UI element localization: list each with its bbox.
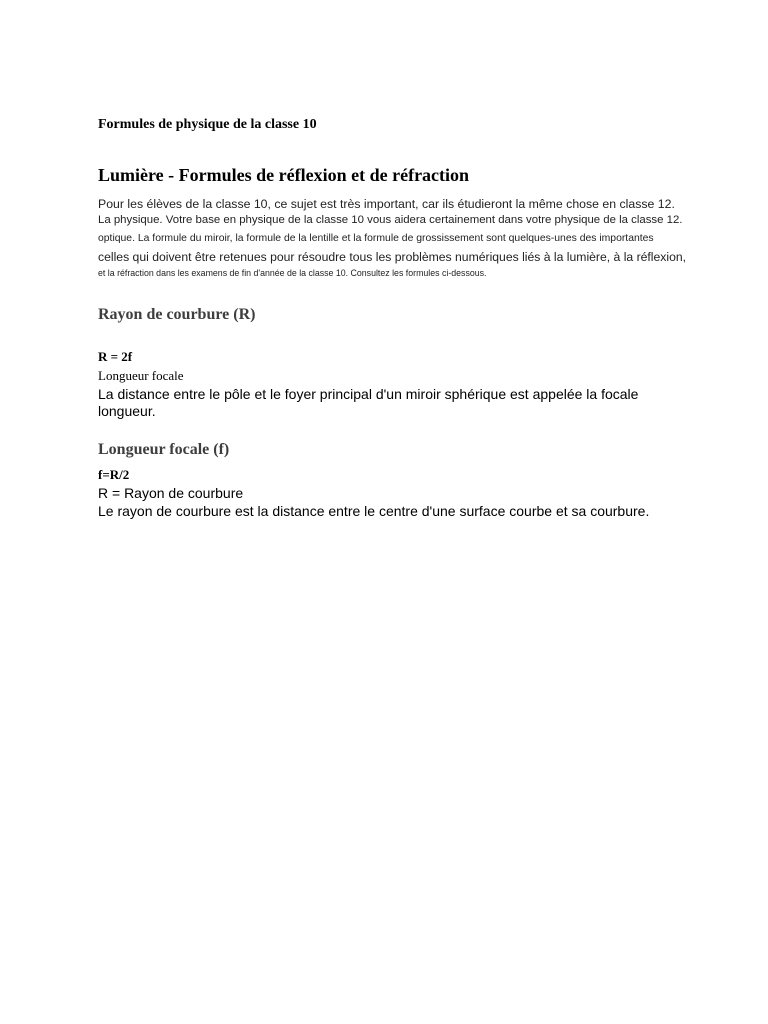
- intro-line: optique. La formule du miroir, la formule de la lentille et la formule de grossissement sont quelques-unes des importantes: [98, 233, 654, 244]
- section-heading: Lumière - Formules de réflexion et de réfraction: [98, 165, 470, 185]
- subsection-heading: Rayon de courbure (R): [98, 306, 256, 323]
- formula: f=R/2: [98, 467, 130, 482]
- document-title: Formules de physique de la classe 10: [98, 117, 317, 132]
- formula: R = 2f: [98, 349, 133, 364]
- term-label: Longueur focale: [98, 368, 184, 383]
- description-line: Le rayon de courbure est la distance entre le centre d'une surface courbe et sa courbure.: [98, 503, 650, 519]
- intro-line: celles qui doivent être retenues pour résoudre tous les problèmes numériques liés à la lumière, à la réflexion,: [98, 250, 687, 264]
- subsection-heading: Longueur focale (f): [98, 441, 230, 458]
- intro-line: La physique. Votre base en physique de la classe 10 vous aidera certainement dans votre physique de la classe 12.: [98, 214, 683, 226]
- intro-line: Pour les élèves de la classe 10, ce sujet est très important, car ils étudieront la même chose en classe 12.: [98, 197, 675, 211]
- description-line: longueur.: [98, 403, 156, 419]
- intro-line: et la réfraction dans les examens de fin d'année de la classe 10. Consultez les formules ci-dessous.: [98, 268, 487, 278]
- description-line: La distance entre le pôle et le foyer principal d'un miroir sphérique est appelée la focale: [98, 386, 639, 402]
- variable-legend: R = Rayon de courbure: [98, 485, 244, 501]
